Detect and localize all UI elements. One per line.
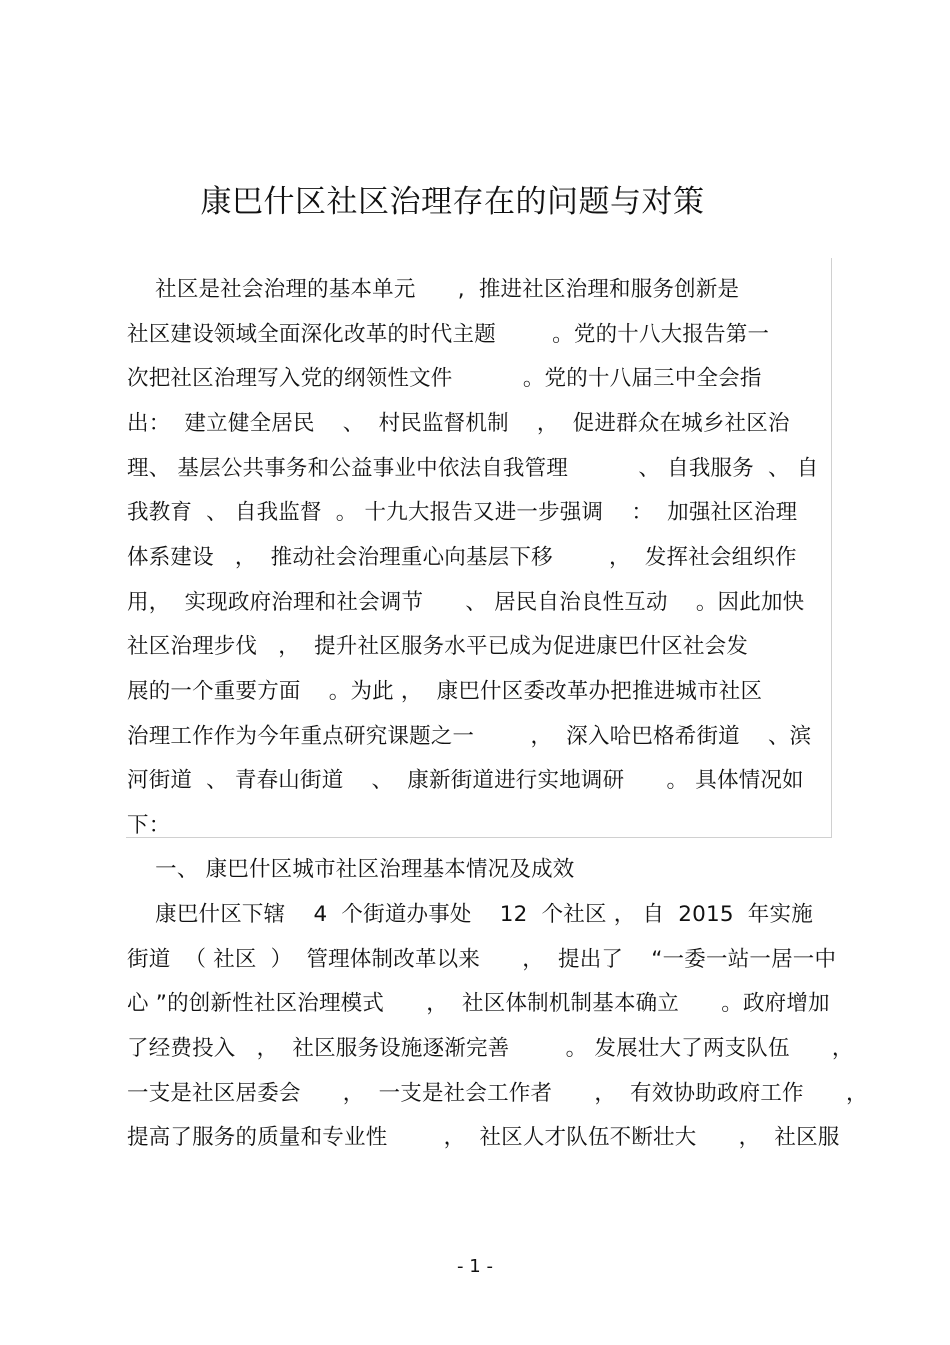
body-line: 心 ”的创新性社区治理模式 ， 社区体制机制基本确立 。政府增加 [127, 991, 830, 1016]
body-line: 社区建设领域全面深化改革的时代主题 。党的十八大报告第一 [127, 322, 770, 347]
body-line: 街道 （ 社区 ） 管理体制改革以来 ， 提出了 “一委一站一居一中 [127, 947, 837, 972]
body-line: 了经费投入 ， 社区服务设施逐渐完善 。 发展壮大了两支队伍 ， [127, 1036, 854, 1061]
body-line: 社区治理步伐 ， 提升社区服务水平已成为促进康巴什区社会发 [127, 634, 749, 659]
body-line: 康巴什区下辖 4 个街道办事处 12 个社区 ， 自 2015 年实施 [127, 902, 813, 927]
body-line: 体系建设 ， 推动社会治理重心向基层下移 ， 发挥社会组织作 [127, 545, 797, 570]
body-line: 展的一个重要方面 。为此 ， 康巴什区委改革办把推进城市社区 [127, 679, 763, 704]
body-line: 我教育 、 自我监督 。 十九大报告又进一步强调 ： 加强社区治理 [127, 500, 798, 525]
document-title: 康巴什区社区治理存在的问题与对策 [200, 184, 705, 220]
body-line: 用， 实现政府治理和社会调节 、 居民自治良性互动 。因此加快 [127, 590, 805, 615]
body-line: 下： [127, 813, 171, 838]
body-line: 河街道 、 青春山街道 、 康新街道进行实地调研 。 具体情况如 [127, 768, 804, 793]
body-line: 社区是社会治理的基本单元 , 推进社区治理和服务创新是 [127, 277, 740, 302]
body-line: 出： 建立健全居民 、 村民监督机制 ， 促进群众在城乡社区治 [127, 411, 790, 436]
page-number: - 1 - [457, 1256, 493, 1277]
body-line: 提高了服务的质量和专业性 ， 社区人才队伍不断壮大 ， 社区服 [127, 1125, 840, 1150]
section-heading: 一、 康巴什区城市社区治理基本情况及成效 [127, 857, 575, 882]
body-line: 一支是社区居委会 ， 一支是社会工作者 ， 有效协助政府工作 ， [127, 1081, 868, 1106]
body-line: 理、 基层公共事务和公益事业中依法自我管理 、 自我服务 、 自 [127, 456, 819, 481]
body-line: 治理工作作为今年重点研究课题之一 ， 深入哈巴格希街道 、滨 [127, 724, 812, 749]
body-line: 次把社区治理写入党的纲领性文件 。党的十八届三中全会指 [127, 366, 762, 391]
